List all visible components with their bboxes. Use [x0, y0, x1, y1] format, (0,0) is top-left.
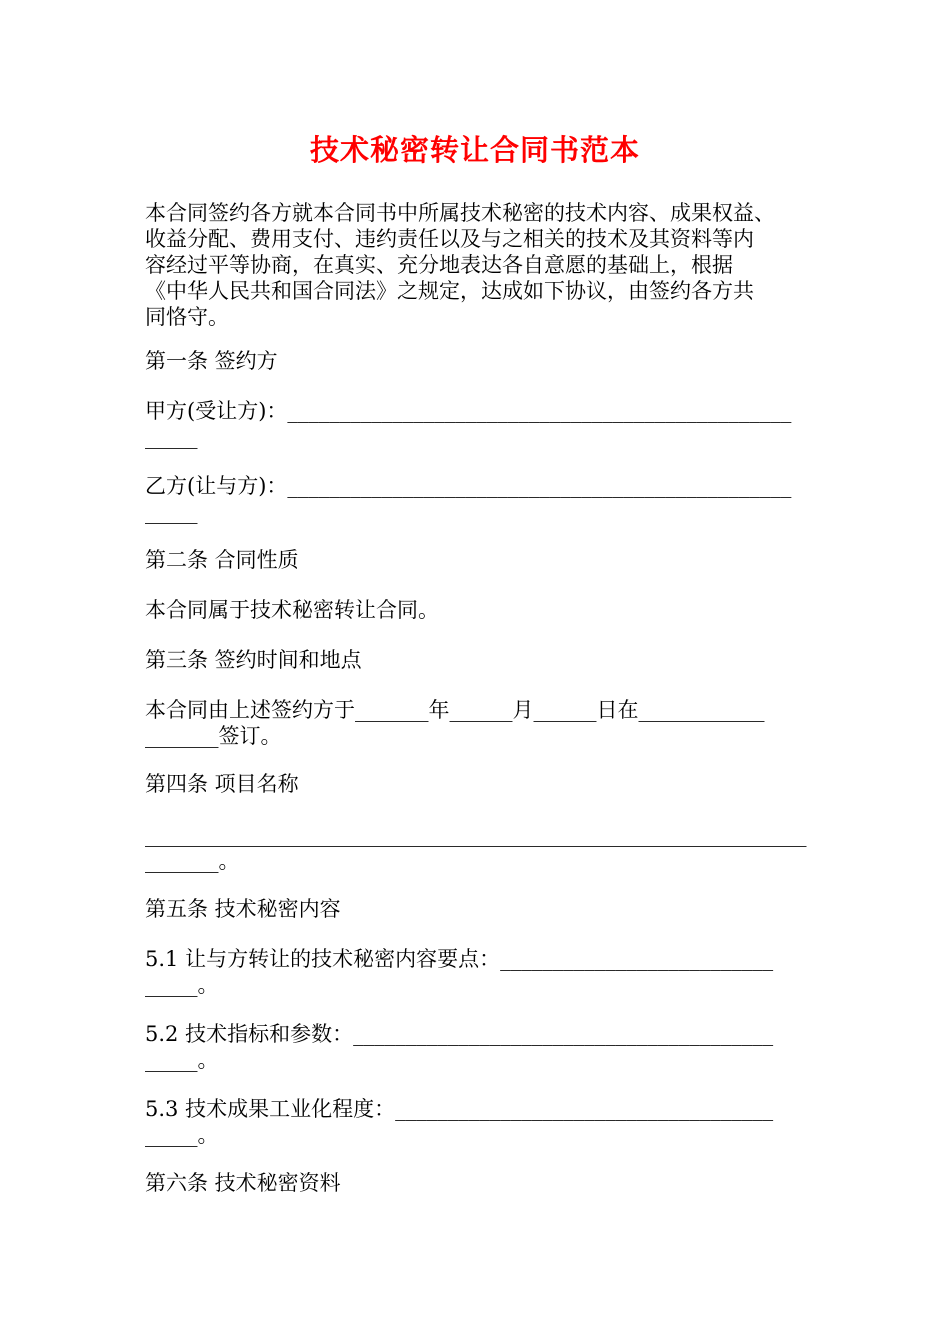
- item-5-1: 5.1 让与方转让的技术秘密内容要点：__________________________: [145, 947, 774, 971]
- article4-heading: 第四条 项目名称: [145, 772, 299, 796]
- intro-line: 容经过平等协商，在真实、充分地表达各自意愿的基础上，根据: [145, 253, 733, 277]
- article5-heading: 第五条 技术秘密内容: [145, 897, 341, 921]
- party-a-field: 甲方(受让方)：________________________________________________: [145, 399, 792, 423]
- article2-heading: 第二条 合同性质: [145, 548, 299, 572]
- party-a-field-continuation: _____: [145, 425, 198, 449]
- intro-line: 同恪守。: [145, 305, 229, 329]
- item-5-2: 5.2 技术指标和参数：________________________________________: [145, 1022, 774, 1046]
- intro-line: 《中华人民共和国合同法》之规定，达成如下协议，由签约各方共: [145, 279, 754, 303]
- intro-line: 收益分配、费用支付、违约责任以及与之相关的技术及其资料等内: [145, 227, 754, 251]
- project-name-field: _______________________________________________________________: [145, 823, 807, 847]
- item-5-3: 5.3 技术成果工业化程度：____________________________________: [145, 1097, 774, 1121]
- item-5-2-continuation: _____。: [145, 1048, 219, 1072]
- article3-body-continuation: _______签订。: [145, 724, 282, 748]
- project-name-field-continuation: _______。: [145, 849, 240, 873]
- intro-line: 本合同签约各方就本合同书中所属技术秘密的技术内容、成果权益、: [145, 201, 775, 225]
- document-title: 技术秘密转让合同书范本: [309, 133, 640, 167]
- item-5-1-continuation: _____。: [145, 973, 219, 997]
- article6-heading: 第六条 技术秘密资料: [145, 1171, 341, 1195]
- party-b-field: 乙方(让与方)：________________________________________________: [145, 474, 792, 498]
- party-b-field-continuation: _____: [145, 500, 198, 524]
- intro-paragraph: [145, 200, 815, 330]
- article2-body: 本合同属于技术秘密转让合同。: [145, 598, 439, 622]
- article1-heading: 第一条 签约方: [145, 349, 278, 373]
- article3-body: 本合同由上述签约方于_______年______月______日在____________: [145, 698, 765, 722]
- item-5-3-continuation: _____。: [145, 1123, 219, 1147]
- article3-heading: 第三条 签约时间和地点: [145, 648, 362, 672]
